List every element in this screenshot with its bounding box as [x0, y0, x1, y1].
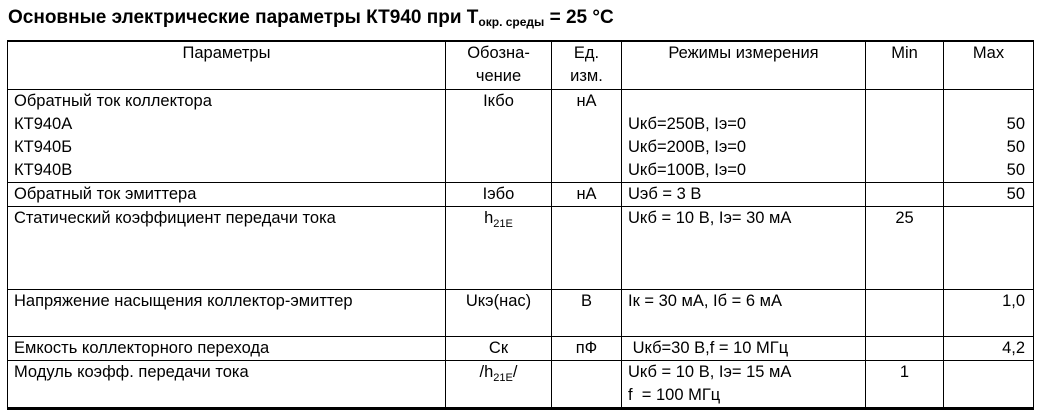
cell-max	[944, 89, 1034, 182]
cell-max	[944, 360, 1034, 408]
title-subscript: окр. среды	[478, 15, 545, 29]
cell-symbol	[446, 206, 552, 289]
cell-max: 1,0	[944, 289, 1034, 336]
header-unit-line1: Ед.	[573, 44, 600, 62]
max-line	[944, 90, 1025, 113]
mode-line: Uкб=100В, Iэ=0	[628, 160, 747, 179]
cell-min	[866, 289, 944, 336]
table-header-row	[8, 41, 1034, 89]
header-symbol-line2: чение	[475, 67, 522, 85]
header-symbol-line1: Обозна-	[467, 44, 530, 62]
table-row	[8, 336, 1034, 360]
cell-min: 25	[866, 206, 944, 289]
mode-line	[628, 90, 865, 113]
cell-param	[8, 89, 446, 182]
mode-line: Uкб = 10 В, Iэ= 15 мА	[628, 362, 792, 381]
page-title	[8, 6, 614, 34]
cell-symbol	[446, 360, 552, 408]
table-row	[8, 182, 1034, 206]
cell-param: Обратный ток эмиттера	[8, 182, 446, 206]
max-line: 50	[1006, 114, 1025, 133]
cell-symbol: Ск	[446, 336, 552, 360]
cell-mode	[622, 360, 866, 408]
max-line: 50	[1006, 137, 1025, 156]
cell-mode: Iк = 30 мА, Iб = 6 мА	[622, 289, 866, 336]
cell-unit: пФ	[552, 336, 622, 360]
mode-line: Uкб=250В, Iэ=0	[628, 114, 747, 133]
cell-max: 4,2	[944, 336, 1034, 360]
param-line: Обратный ток коллектора	[14, 91, 212, 110]
cell-param: Модуль коэфф. передачи тока	[8, 360, 446, 408]
cell-symbol: Iкбо	[446, 89, 552, 182]
cell-mode	[622, 89, 866, 182]
table-row	[8, 89, 1034, 182]
header-unit	[552, 41, 622, 89]
cell-unit: нА	[552, 182, 622, 206]
cell-unit: нА	[552, 89, 622, 182]
cell-param: Емкость коллекторного перехода	[8, 336, 446, 360]
max-line: 50	[1006, 160, 1025, 179]
param-line: КТ940А	[14, 114, 73, 133]
cell-unit	[552, 206, 622, 289]
table-row	[8, 289, 1034, 336]
cell-min	[866, 182, 944, 206]
cell-mode: Uкб=30 В,f = 10 МГц	[622, 336, 866, 360]
cell-min	[866, 89, 944, 182]
table-row	[8, 206, 1034, 289]
mode-line: f = 100 МГц	[628, 385, 721, 404]
header-param: Параметры	[8, 41, 446, 89]
cell-param: Статический коэффициент передачи тока	[8, 206, 446, 289]
cell-unit: В	[552, 289, 622, 336]
cell-min	[866, 336, 944, 360]
symbol-subscript: 21Е	[493, 217, 513, 230]
title-suffix: = 25 °С	[544, 7, 614, 28]
cell-mode: Uкб = 10 В, Iэ= 30 мА	[622, 206, 866, 289]
parameters-table	[7, 40, 1034, 410]
symbol-subscript: 21Е	[493, 371, 513, 384]
cell-param: Напряжение насыщения коллектор-эмиттер	[8, 289, 446, 336]
header-mode: Режимы измерения	[622, 41, 866, 89]
cell-symbol: Uкэ(нас)	[446, 289, 552, 336]
header-symbol	[446, 41, 552, 89]
symbol-prefix: /h	[479, 362, 494, 381]
symbol-main: h	[484, 208, 494, 227]
param-line: КТ940Б	[14, 137, 73, 156]
symbol-suffix: /	[512, 362, 518, 381]
cell-min: 1	[866, 360, 944, 408]
header-min: Min	[866, 41, 944, 89]
header-unit-line2: изм.	[570, 67, 603, 85]
header-max: Max	[944, 41, 1034, 89]
cell-max: 50	[944, 182, 1034, 206]
title-text: Основные электрические параметры КТ940 при Т	[8, 7, 479, 28]
param-line: КТ940В	[14, 160, 73, 179]
cell-mode: Uэб = 3 В	[622, 182, 866, 206]
mode-line: Uкб=200В, Iэ=0	[628, 137, 747, 156]
cell-max	[944, 206, 1034, 289]
table-row	[8, 360, 1034, 408]
cell-unit	[552, 360, 622, 408]
cell-symbol: Iэбо	[446, 182, 552, 206]
